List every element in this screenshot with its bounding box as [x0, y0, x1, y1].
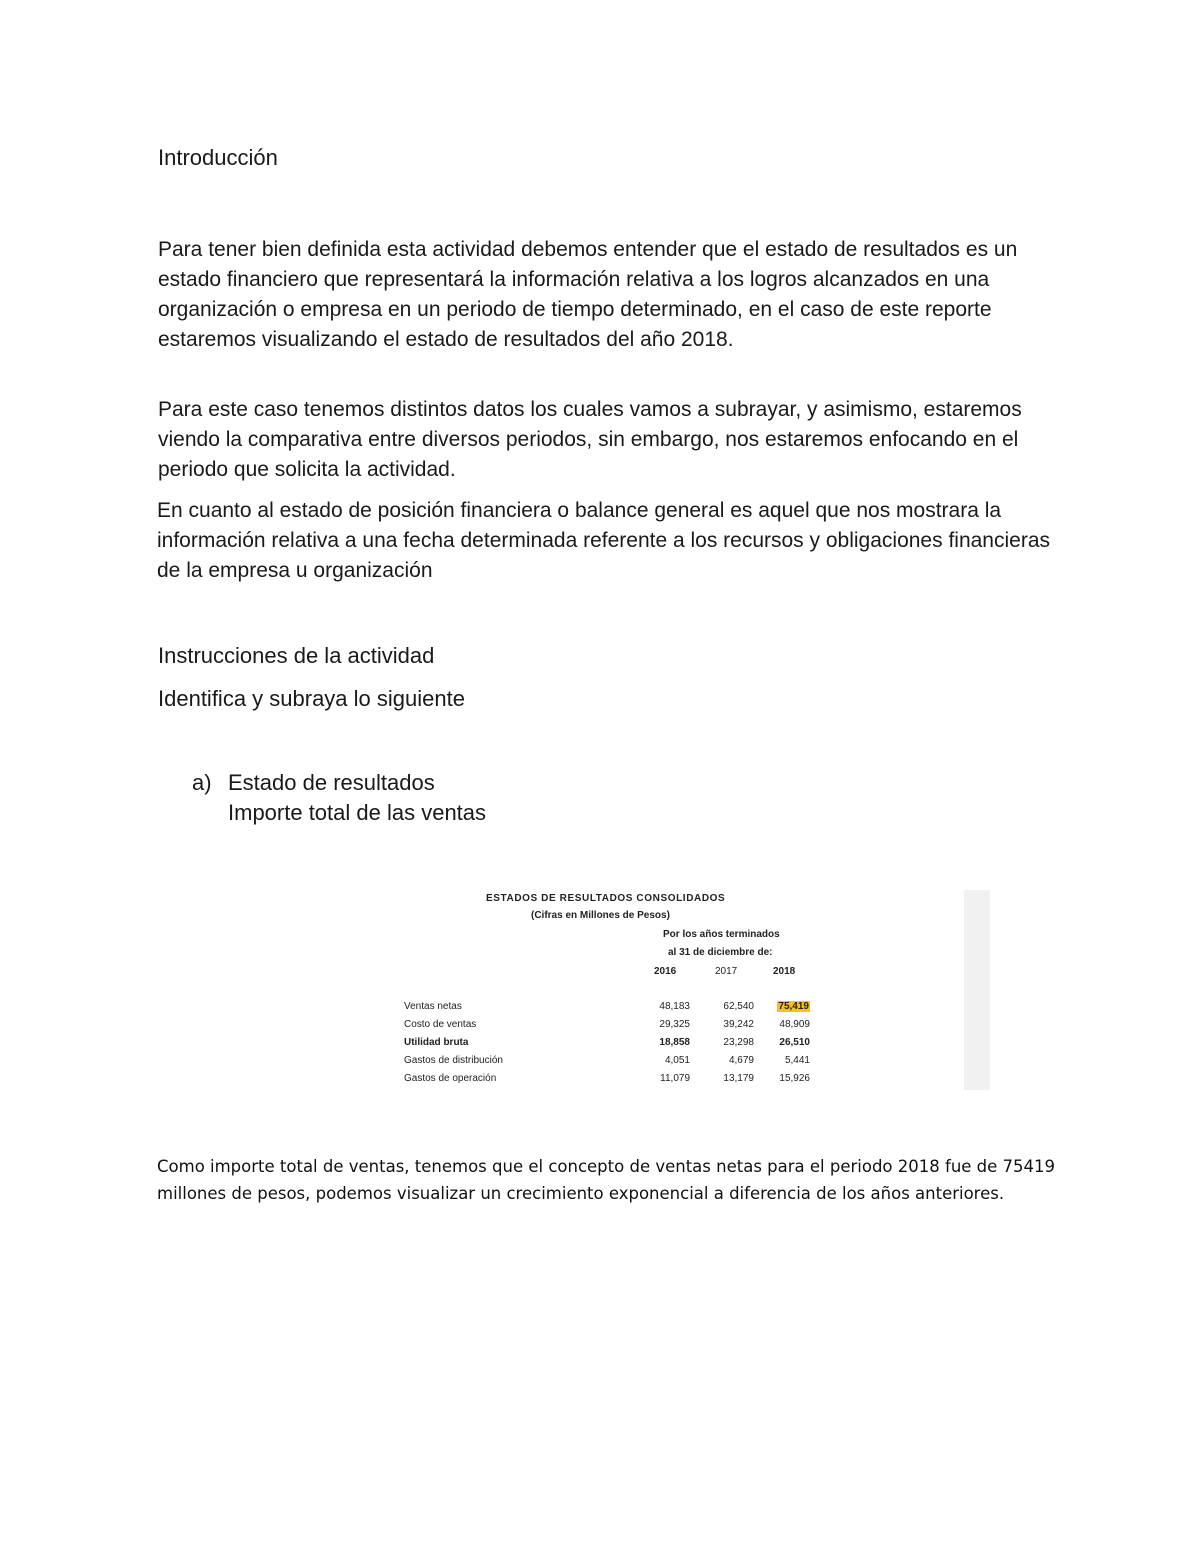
- cell-gastos-operacion-2017: 13,179: [723, 1073, 754, 1084]
- list-item-title: Estado de resultados: [228, 770, 435, 795]
- row-label-gastos-operacion: Gastos de operación: [404, 1073, 497, 1084]
- intro-heading: Introducción: [158, 145, 278, 170]
- statement-subtitle: (Cifras en Millones de Pesos): [531, 910, 670, 921]
- instructions-subheading: Identifica y subraya lo siguiente: [158, 686, 465, 711]
- statement-title: ESTADOS DE RESULTADOS CONSOLIDADOS: [486, 893, 726, 904]
- cell-ventas-netas-2017: 62,540: [723, 1001, 754, 1012]
- period-header-line-2: al 31 de diciembre de:: [668, 947, 773, 958]
- intro-paragraph-2-text: Para este caso tenemos distintos datos los cuales vamos a subrayar, y asimismo, estaremos viendo la comparativa entre diversos periodos, sin embargo, nos estaremos enfocando en el periodo que solicita la actividad.: [158, 398, 1022, 481]
- list-item-subtitle: Importe total de las ventas: [228, 800, 487, 825]
- cell-gastos-operacion-2018: 15,926: [779, 1073, 810, 1084]
- instructions-heading: Instrucciones de la actividad: [158, 643, 435, 668]
- intro-paragraph-3-text: En cuanto al estado de posición financiera o balance general es aquel que nos mostrara la información relativa a una fecha determinada referente a los recursos y obligaciones financieras de la empresa u organización: [157, 499, 1050, 582]
- cell-utilidad-bruta-2018: 26,510: [779, 1037, 810, 1048]
- cell-gastos-operacion-2016: 11,079: [660, 1073, 690, 1084]
- cell-ventas-netas-2016: 48,183: [659, 1001, 690, 1012]
- cell-costo-de-ventas-2018: 48,909: [779, 1019, 810, 1030]
- intro-paragraph-1-text: Para tener bien definida esta actividad debemos entender que el estado de resultados es un estado financiero que representará la información relativa a los logros alcanzados en una organización o empresa en un periodo de tiempo determinado, en el caso de este reporte estaremos visualizando el estado de resultados del año 2018.: [158, 238, 1018, 351]
- conclusion-paragraph: Como importe total de ventas, tenemos que el concepto de ventas netas para el periodo 2018 fue de 75419 millones de pesos, podemos visualizar un crecimiento exponencial a diferencia de los años anteriores.: [157, 1157, 1056, 1203]
- cell-gastos-distribucion-2016: 4,051: [664, 1055, 690, 1066]
- cell-gastos-distribucion-2018: 5,441: [784, 1055, 810, 1066]
- row-label-gastos-distribucion: Gastos de distribución: [404, 1055, 503, 1066]
- intro-paragraph-2: [158, 395, 1058, 485]
- intro-paragraph-3: [157, 496, 1057, 586]
- income-statement-image: [400, 888, 990, 1093]
- image-edge-strip: [964, 890, 990, 1090]
- cell-ventas-netas-2018: [760, 1001, 810, 1013]
- cell-gastos-distribucion-2017: 4,679: [728, 1055, 754, 1066]
- cell-costo-de-ventas-2016: 29,325: [659, 1019, 690, 1030]
- period-header-line-1: Por los años terminados: [663, 929, 780, 940]
- cell-utilidad-bruta-2017: 23,298: [723, 1037, 754, 1048]
- row-label-utilidad-bruta: Utilidad bruta: [404, 1037, 469, 1048]
- intro-paragraph-1: [158, 235, 1058, 355]
- year-header-2016: 2016: [654, 966, 677, 977]
- highlighted-value: 75,419: [778, 1001, 809, 1012]
- row-label-costo-de-ventas: Costo de ventas: [404, 1019, 477, 1030]
- cell-utilidad-bruta-2016: 18,858: [659, 1037, 690, 1048]
- year-header-2018: 2018: [773, 966, 796, 977]
- row-label-ventas-netas: Ventas netas: [404, 1001, 462, 1012]
- year-header-2017: 2017: [715, 966, 738, 977]
- list-item-marker: a): [192, 770, 212, 795]
- cell-costo-de-ventas-2017: 39,242: [723, 1019, 754, 1030]
